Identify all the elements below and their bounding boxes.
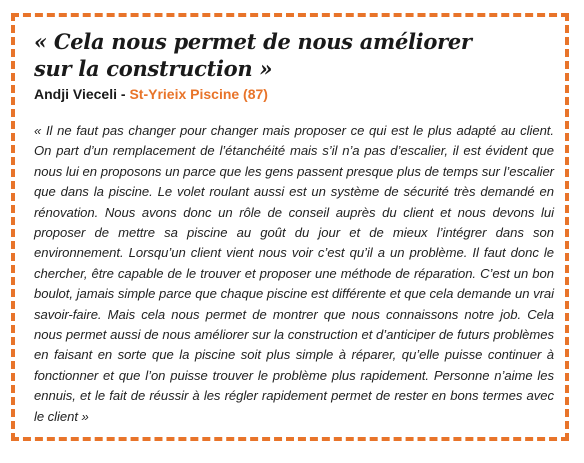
author-name: Andji Vieceli: [34, 86, 117, 102]
title-line-2: sur la construction »: [34, 56, 273, 81]
article-title: [34, 28, 554, 82]
article-box: [34, 28, 554, 440]
author-location: St-Yrieix Piscine (87): [129, 86, 268, 102]
quote-text: « Il ne faut pas changer pour changer mais proposer ce qui est le plus adapté au client. On part d’un remplacement de l’étanchéité mais s’il n’a pas d’escalier, il est évident que nous lui en proposons un parce que les gens passent presque plus de temps sur l’escalier que dans la piscine. Le volet roulant aussi est un système de sécurité très demandé en rénovation. Nous avons donc un rôle de conseil auprès du client et nous devons lui proposer de mettre sa piscine au goût du jour et de mieux l’intégrer dans son environnement. Lorsqu’un client vient nous voir c’est qu’il a un problème. Il faut donc le chercher, être capable de le trouver et proposer une méthode de réparation. C’est un bon boulot, jamais simple parce que chaque piscine est différente et que cela demande un vrai savoir-faire. Mais cela nous permet de montrer que nous connaissons notre job. Cela nous permet aussi de nous améliorer sur la construction et d’anticiper de futurs problèmes en faisant en sorte que la piscine soit plus simple à réparer, qu’elle puisse continuer à fonctionner et que l’on puisse trouver le problème plus rapidement. Personne n’aime les ennuis, et le fait de réussir à les régler rapidement permet de rester en bons termes avec le client »: [34, 123, 554, 424]
byline: [34, 85, 554, 103]
title-line-1: « Cela nous permet de nous améliorer: [34, 29, 472, 54]
byline-separator: -: [117, 86, 130, 102]
